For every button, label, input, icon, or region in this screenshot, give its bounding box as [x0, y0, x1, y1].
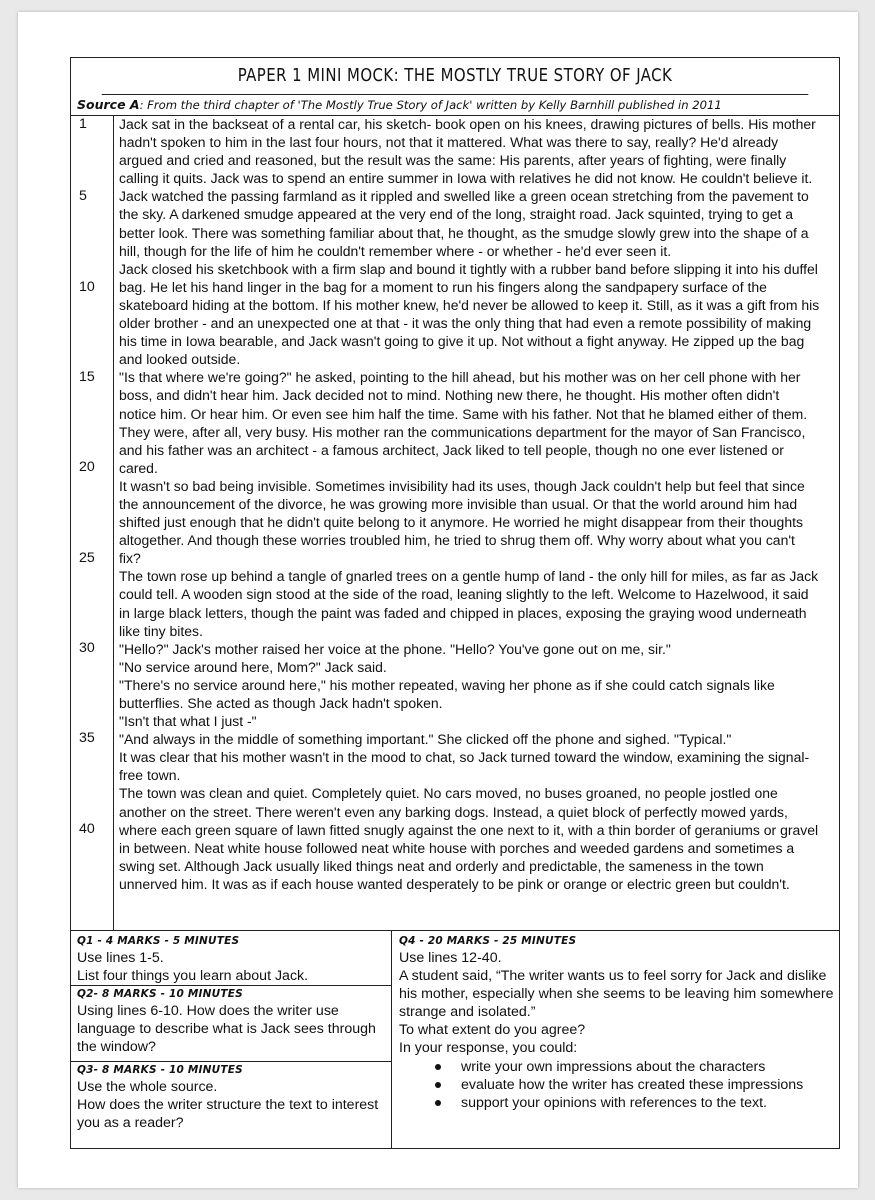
passage-paragraph: "And always in the middle of something important." She clicked off the phone and sighed. "Typical."	[119, 732, 732, 749]
passage-paragraph: "There's no service around here," his mother repeated, waving her phone as if she could catch signals like butterflies. She acted as though Jack hadn't spoken.	[119, 677, 775, 712]
question-4	[399, 933, 835, 1112]
passage-paragraph: Jack closed his sketchbook with a firm slap and bound it tightly with a rubber band before slipping it into his duffel bag. He let his hand linger in the bag for a moment to run his fingers along the sandpapery surface of the skateboard hiding at the bottom. If his mother knew, he'd never be allowed to keep it. Still, as it was a gift from his older brother - and an unexpected one at that - it was the only thing that had even a remote possibility of making his time in Iowa bearable, and Jack wasn't going to give it up. Not without a fight anyway. He zipped up the bag and looked outside.	[119, 261, 820, 369]
passage-paragraph: "Hello?" Jack's mother raised her voice at the phone. "Hello? You've gone out on me, sir."	[119, 641, 671, 658]
question-3-line: How does the writer structure the text to interest you as a reader?	[77, 1097, 379, 1132]
bullet-item: support your opinions with references to the text.	[455, 1094, 835, 1112]
line-number: 1	[79, 116, 87, 132]
line-number: 30	[79, 640, 95, 656]
question-4-intro: Use lines 12-40.	[399, 950, 502, 966]
question-1-line: Use lines 1-5.	[77, 950, 164, 966]
questions-section	[71, 930, 839, 1149]
source-text: : From the third chapter of 'The Mostly True Story of Jack' written by Kelly Barnhill published in 2011	[139, 98, 722, 112]
passage-paragraph: Jack sat in the backseat of a rental car, his sketch- book open on his knees, drawing pictures of bells. His mother hadn't spoken to him in the last four hours, not that it mattered. What was there to say, really? He'd already argued and cried and reasoned, but the result was the same: His parents, after years of fighting, were finally calling it quits. Jack was to spend an entire summer in Iowa with relatives he did not know. He couldn't believe it.	[119, 117, 816, 188]
line-number-column	[71, 116, 114, 930]
line-number: 20	[79, 459, 95, 475]
passage-paragraph: "Is that where we're going?" he asked, pointing to the hill ahead, but his mother was on her cell phone with her boss, and didn't hear him. Jack decided not to mind. Nothing new there, he thought. His mother often didn't notice him. Or hear him. Or even see him half the time. Same with his father. Not that he blamed either of them. They were, after all, very busy. His mother ran the communications department for the mayor of San Francisco, and his father was an architect - a famous architect, Jack liked to tell people, though no one ever listened or cared.	[119, 370, 808, 477]
question-3	[71, 1061, 391, 1132]
bullet-item: write your own impressions about the characters	[455, 1058, 835, 1076]
passage-paragraph: "Isn't that what I just -"	[119, 714, 257, 731]
question-4-quote: A student said, “The writer wants us to feel sorry for Jack and dislike his mother, especially when she seems to be leaving him somewhere strange and isolated.”	[399, 968, 834, 1021]
passage-paragraph: The town was clean and quiet. Completely quiet. No cars moved, no buses groaned, no people jostled one another on the street. There weren't even any barking dogs. Instead, a quiet block of perfectly mowed yards, where each green square of lawn fitted snugly against the one next to it, with a thin border of geraniums or gravel in between. Neat white house followed neat white house with porches and weeded gardens and sometimes a swing set. Although Jack usually liked things neat and orderly and predictable, the sameness in the town unnerved him. It was as if each house wanted desperately to be pink or orange or electric green but couldn't.	[119, 786, 819, 893]
passage-paragraph: It was clear that his mother wasn't in the mood to chat, so Jack turned toward the window, examining the signal-free town.	[119, 750, 810, 785]
line-number: 35	[79, 730, 95, 746]
question-2-heading: Q2- 8 MARKS - 10 MINUTES	[77, 988, 243, 1000]
question-1-line: List four things you learn about Jack.	[77, 968, 309, 985]
column-divider	[391, 931, 392, 1149]
question-4-heading: Q4 - 20 MARKS - 25 MINUTES	[399, 935, 577, 947]
bullet-item: evaluate how the writer has created these impressions	[455, 1076, 835, 1094]
passage-paragraph: Jack watched the passing farmland as it rippled and swelled like a green ocean stretching from the pavement to the sky. A darkened smudge appeared at the very end of the long, straight road. Jack squinted, trying to get a better look. There was something familiar about that, he thought, as the smudge slowly grew into the shape of a hill, though for the life of him he couldn't remember where - or whether - he'd ever seen it.	[119, 189, 809, 260]
question-2-text: Using lines 6-10. How does the writer use language to describe what is Jack sees through the window?	[77, 1003, 376, 1056]
question-3-heading: Q3- 8 MARKS - 10 MINUTES	[77, 1064, 243, 1076]
worksheet-frame	[70, 57, 840, 1149]
question-4-prompt: To what extent do you agree?	[399, 1022, 586, 1039]
passage-paragraph: "No service around here, Mom?" Jack said.	[119, 659, 387, 676]
question-2	[71, 985, 391, 1056]
source-label: Source A	[77, 97, 140, 112]
question-4-bullets	[399, 1058, 835, 1112]
line-number: 15	[79, 369, 95, 385]
source-passage	[119, 116, 820, 894]
question-4-lead: In your response, you could:	[399, 1040, 578, 1057]
line-number: 10	[79, 279, 95, 295]
line-number: 40	[79, 821, 95, 837]
question-1-heading: Q1 - 4 MARKS - 5 MINUTES	[77, 935, 240, 947]
question-1	[77, 933, 387, 985]
source-attribution	[71, 94, 839, 116]
page-title: PAPER 1 MINI MOCK: THE MOSTLY TRUE STORY OF JACK	[102, 58, 809, 95]
passage-paragraph: The town rose up behind a tangle of gnarled trees on a gentle hump of land - the only hill for miles, as far as Jack could tell. A wooden sign stood at the side of the road, leaning slightly to the left. Welcome to Hazelwood, it said in large black letters, though the paint was faded and chipped in places, exposing the graying wood underneath like tiny bites.	[119, 569, 819, 640]
question-3-line: Use the whole source.	[77, 1079, 218, 1095]
passage-paragraph: It wasn't so bad being invisible. Sometimes invisibility had its uses, though Jack couldn't help but feel that since the announcement of the divorce, he was growing more invisible than usual. Or that the world around him had shifted just enough that he didn't quite belong to it anymore. He worried he might disappear from their thoughts altogether. And though these worries troubled him, he tried to shrug them off. Why worry about what you can't fix?	[119, 478, 805, 568]
line-number: 5	[79, 188, 87, 204]
worksheet-page	[18, 12, 858, 1188]
line-number: 25	[79, 550, 95, 566]
